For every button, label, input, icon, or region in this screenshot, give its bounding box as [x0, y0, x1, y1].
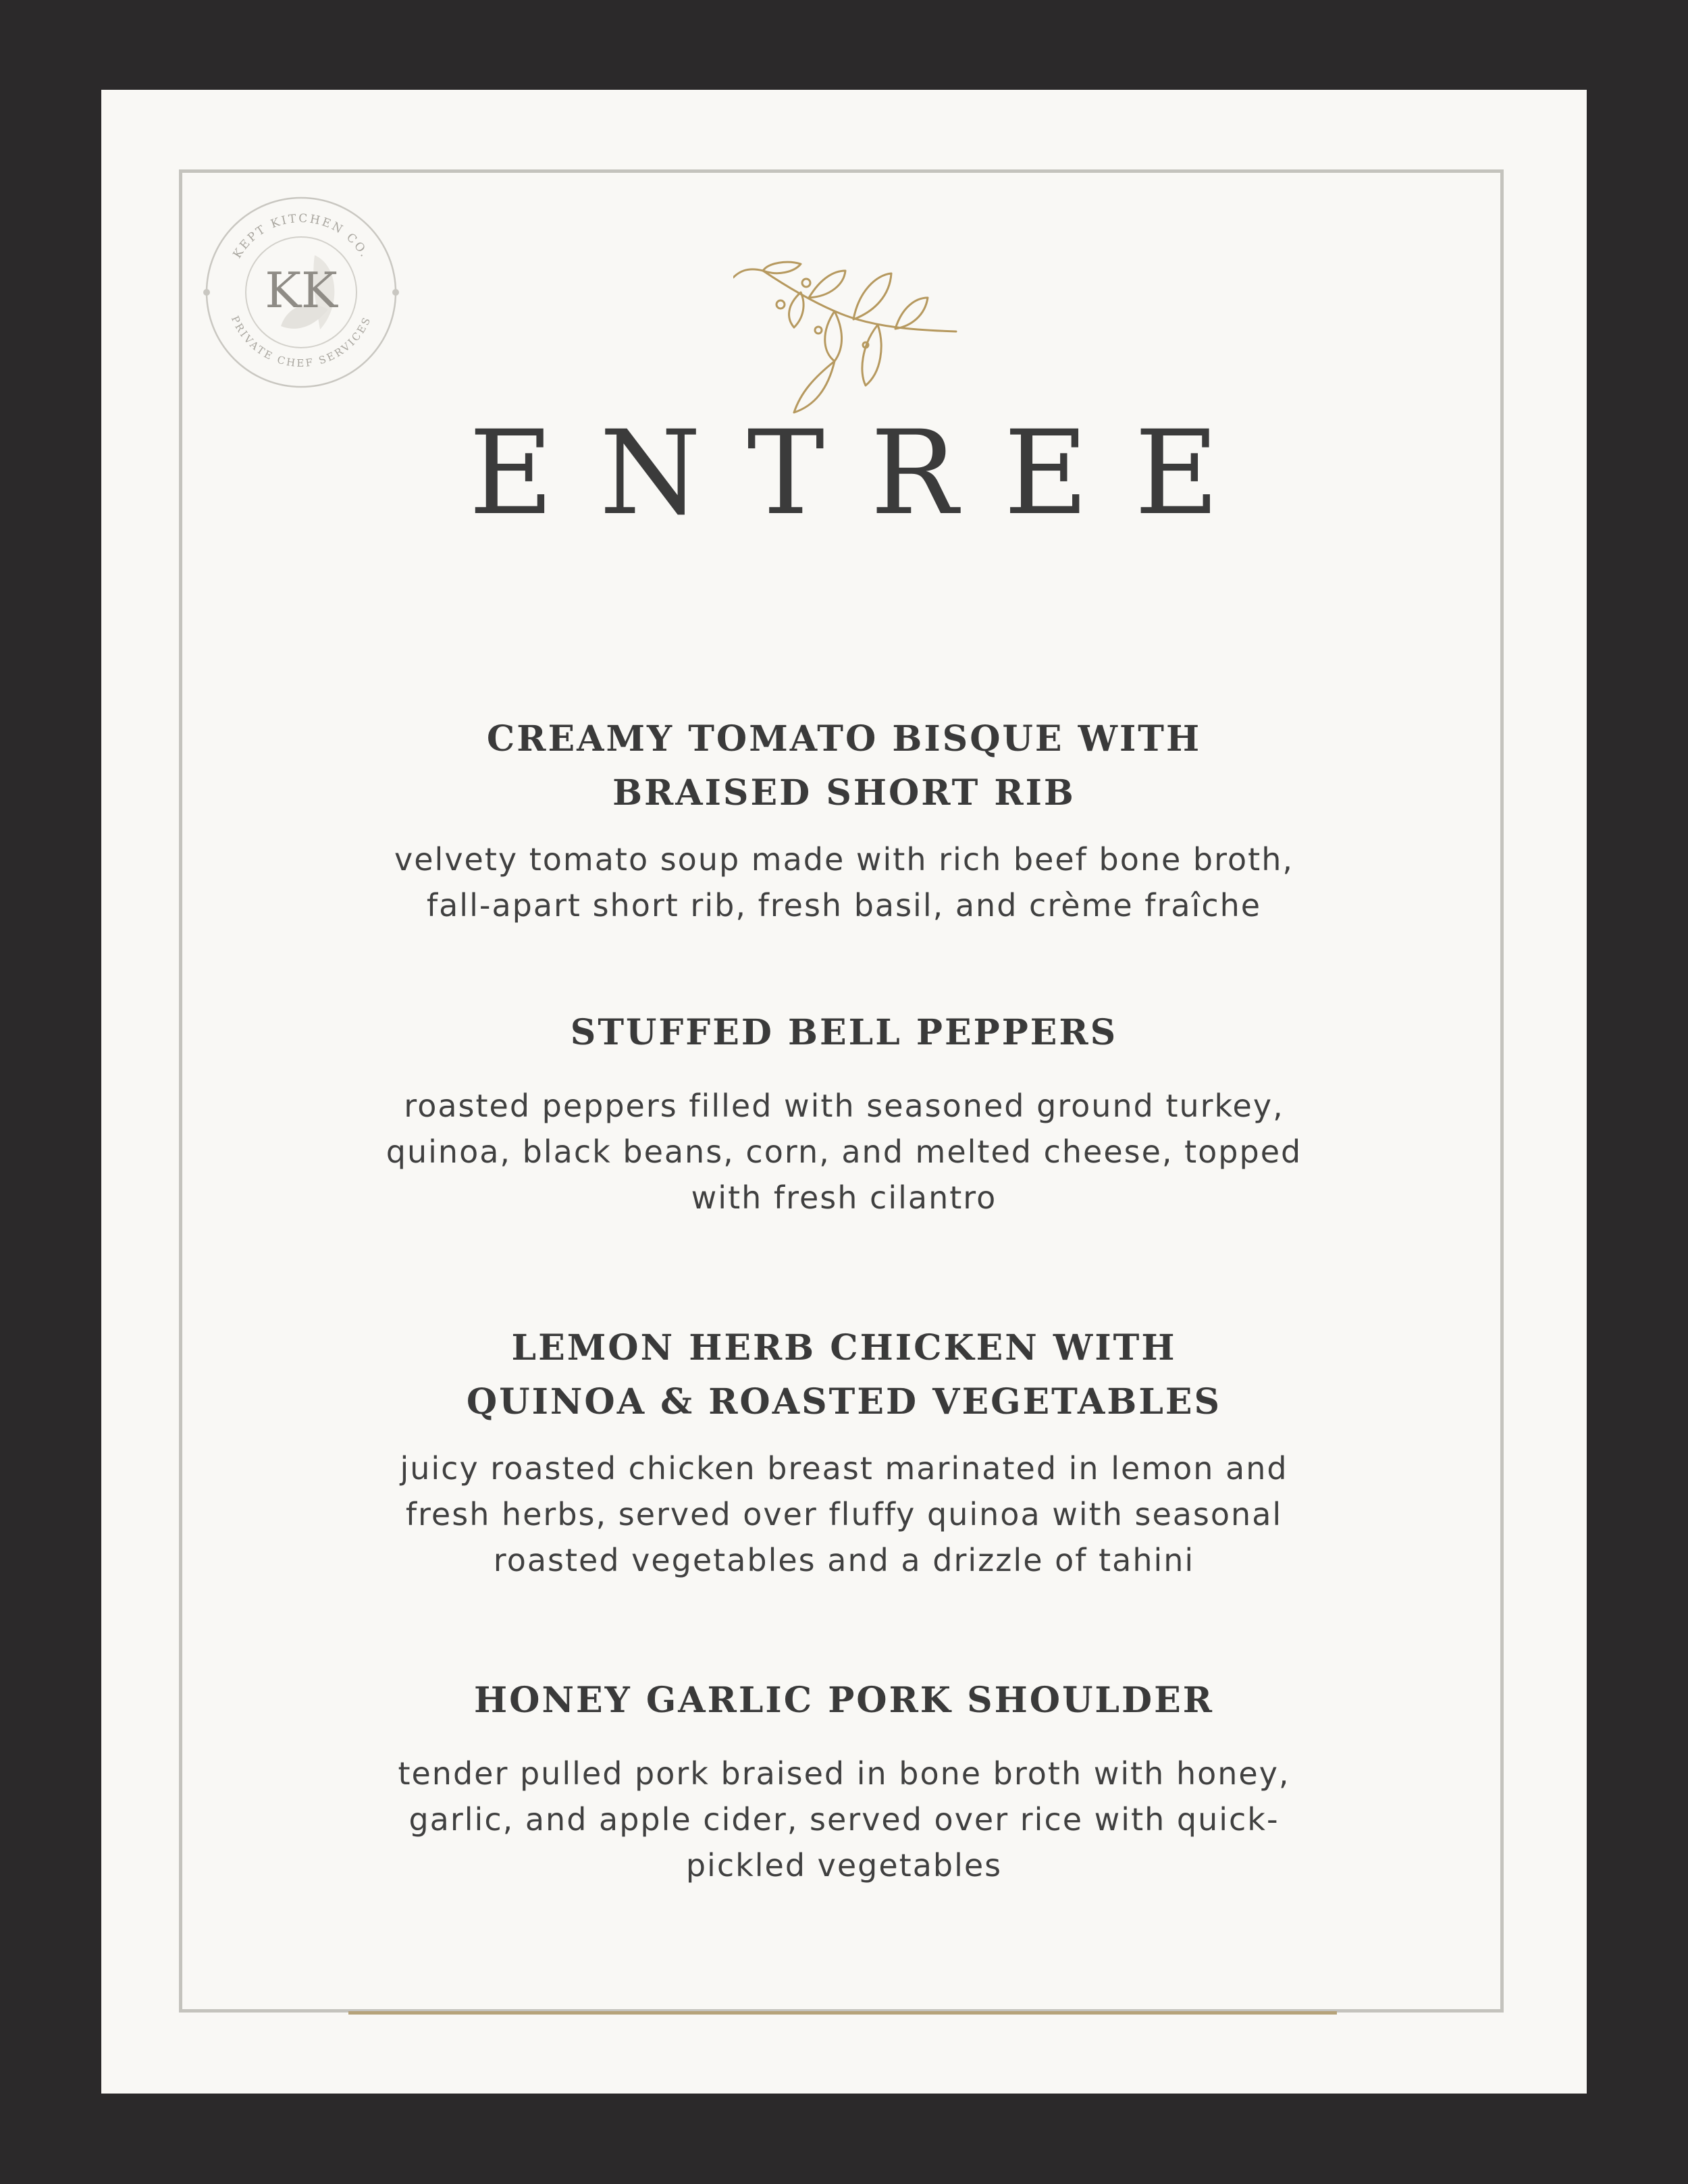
- dish-description: velvety tomato soup made with rich beef bone broth, fall-apart short rib, fresh basil, and crème fraîche: [394, 841, 1294, 924]
- dish-name: CREAMY TOMATO BISQUE WITH BRAISED SHORT RIB: [486, 718, 1202, 814]
- dish-description: roasted peppers filled with seasoned ground turkey, quinoa, black beans, corn, and melted cheese, topped with fresh cilantro: [386, 1088, 1302, 1216]
- gold-rule: [348, 2011, 1337, 2015]
- kept-kitchen-logo: [200, 191, 402, 394]
- dish-stuffed-peppers: [270, 1006, 1418, 1221]
- dish-name: STUFFED BELL PEPPERS: [570, 1012, 1118, 1053]
- dish-pork-shoulder: [270, 1674, 1418, 1888]
- dish-name: HONEY GARLIC PORK SHOULDER: [474, 1680, 1214, 1721]
- dish-tomato-bisque: [270, 712, 1418, 928]
- dish-description: tender pulled pork braised in bone broth with honey, garlic, and apple cider, served over rice with quick- pickled vegetables: [398, 1755, 1290, 1884]
- logo-monogram: KK: [265, 262, 338, 319]
- dish-name: LEMON HERB CHICKEN WITH QUINOA & ROASTED VEGETABLES: [466, 1327, 1222, 1422]
- svg-text:KEPT KITCHEN CO.: KEPT KITCHEN CO.: [230, 211, 372, 261]
- dish-description: juicy roasted chicken breast marinated in lemon and fresh herbs, served over fluffy quinoa with seasonal roasted vegetables and a drizzle of tahini: [400, 1450, 1288, 1578]
- dish-lemon-herb-chicken: [270, 1321, 1418, 1583]
- svg-text:PRIVATE CHEF SERVICES: PRIVATE CHEF SERVICES: [228, 314, 374, 370]
- menu-sheet: [101, 90, 1587, 2094]
- menu-title: ENTREE: [469, 405, 1265, 541]
